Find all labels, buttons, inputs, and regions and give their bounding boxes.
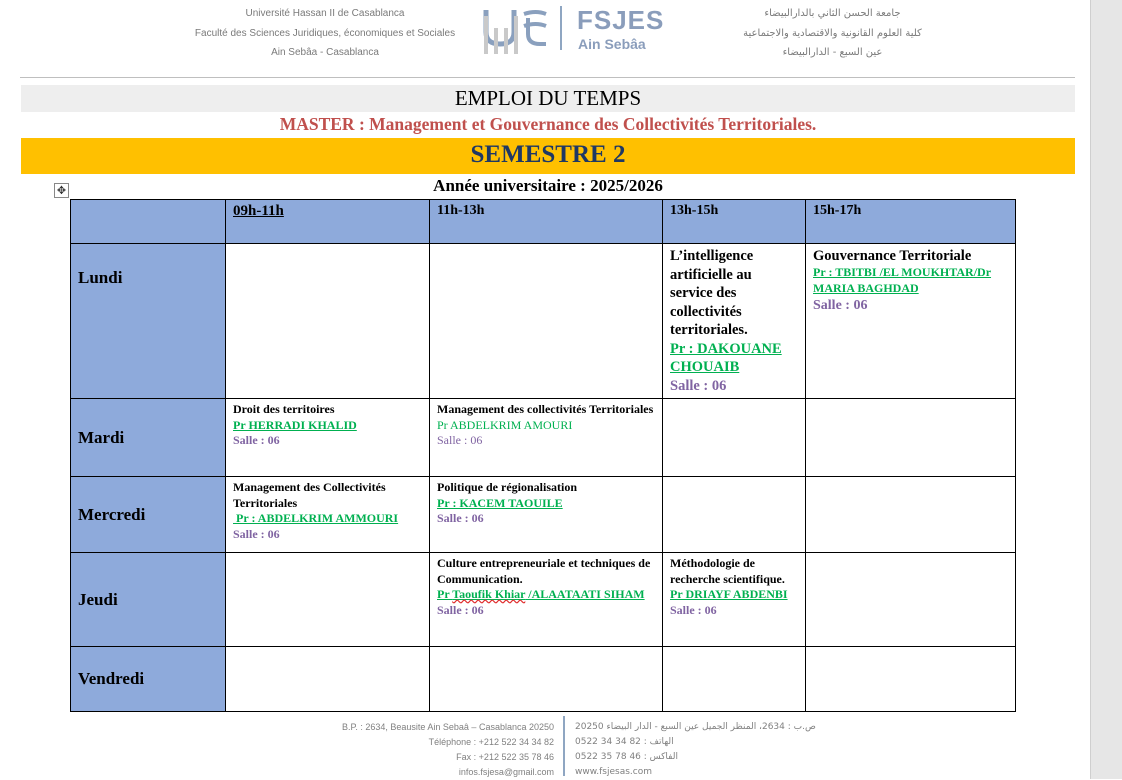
master-title[interactable]: MASTER : Management et Gouvernance des Collectivités Territoriales. — [279, 114, 817, 134]
empty-slot-cell[interactable] — [806, 477, 1016, 553]
professor-name: Pr : ABDELKRIM AMMOURI — [233, 511, 399, 525]
footer-contact-arabic — [575, 720, 835, 780]
empty-slot-cell[interactable] — [663, 477, 806, 553]
course-cell[interactable] — [226, 477, 430, 553]
course-title: Management des Collectivités Territoriales — [233, 480, 386, 510]
university-name-arabic — [715, 4, 950, 63]
empty-slot-cell[interactable] — [806, 647, 1016, 712]
course-title: Méthodologie de recherche scientifique. — [670, 556, 785, 586]
day-label[interactable]: Mercredi — [71, 477, 226, 553]
spellcheck-flagged-name: Taoufik Khiar — [452, 587, 526, 601]
professor-prefix: Pr — [437, 587, 453, 601]
time-header-row — [71, 200, 1016, 244]
professor-name: Pr DRIAYF ABDENBI — [670, 587, 788, 601]
table-move-handle-icon[interactable]: ✥ — [54, 183, 69, 198]
logo-separator — [560, 6, 562, 50]
professor-name: Pr : DAKOUANE CHOUAIB — [670, 340, 782, 375]
footer-right-line: www.fsjesas.com — [575, 767, 652, 777]
footer-left-line: B.P. : 2634, Beausite Ain Sebaâ – Casablanca 20250 — [342, 722, 554, 732]
footer-right-line: الهاتف : 82 34 34 0522 — [575, 737, 674, 747]
course-title: Management des collectivités Territoriales — [437, 402, 654, 416]
logo-name: FSJES — [577, 5, 665, 35]
footer-left-line: infos.fsjesa@gmail.com — [458, 767, 554, 777]
room-label: Salle : 06 — [437, 511, 484, 525]
professor-name: Pr HERRADI KHALID — [233, 417, 357, 432]
academic-year[interactable]: Année universitaire : 2025/2026 — [433, 176, 663, 195]
corner-cell[interactable] — [71, 200, 226, 244]
course-title: Culture entrepreneuriale et techniques de Communication. — [437, 556, 651, 586]
university-name-french — [190, 4, 460, 63]
room-label: Salle : 06 — [670, 602, 717, 617]
course-title: Droit des territoires — [233, 402, 335, 416]
room-label: Salle : 06 — [813, 298, 868, 313]
room-label: Salle : 06 — [437, 433, 483, 447]
header-left-line: Université Hassan II de Casablanca — [245, 8, 405, 19]
day-row-mercredi — [71, 477, 1016, 553]
footer-right-line: الفاكس : 46 78 35 0522 — [575, 752, 678, 762]
timetable — [70, 199, 1016, 712]
time-slot-header[interactable]: 09h-11h — [226, 200, 430, 244]
empty-slot-cell[interactable] — [226, 553, 430, 647]
empty-slot-cell[interactable] — [663, 399, 806, 477]
room-label: Salle : 06 — [233, 433, 280, 447]
professor-name: Pr ABDELKRIM AMOURI — [437, 417, 573, 432]
footer-left-line: Téléphone : +212 522 34 34 82 — [428, 737, 554, 747]
course-cell[interactable] — [430, 553, 663, 647]
course-cell[interactable] — [226, 399, 430, 477]
empty-slot-cell[interactable] — [226, 647, 430, 712]
time-slot-header[interactable]: 15h-17h — [806, 200, 1016, 244]
time-slot-header[interactable]: 11h-13h — [430, 200, 663, 244]
day-label[interactable]: Vendredi — [71, 647, 226, 712]
header-right-line: كلية العلوم القانونية والاقتصادية والاجتماعية — [743, 27, 922, 39]
fsjes-logo-icon — [480, 4, 550, 54]
professor-name: Pr : KACEM TAOUILE — [437, 495, 563, 510]
semester-title[interactable]: SEMESTRE 2 — [21, 138, 1075, 174]
professor-name: Pr : TBITBI /EL MOUKHTAR/Dr MARIA BAGHDAD — [813, 265, 992, 295]
course-cell[interactable] — [430, 399, 663, 477]
day-label[interactable]: Jeudi — [71, 553, 226, 647]
course-cell[interactable] — [430, 477, 663, 553]
day-row-mardi — [71, 399, 1016, 477]
course-cell[interactable] — [663, 553, 806, 647]
empty-slot-cell[interactable] — [226, 244, 430, 399]
empty-slot-cell[interactable] — [806, 399, 1016, 477]
room-label: Salle : 06 — [233, 526, 280, 541]
course-cell[interactable] — [663, 244, 806, 399]
day-row-jeudi — [71, 553, 1016, 647]
course-title: Politique de régionalisation — [437, 480, 578, 494]
footer-separator — [563, 716, 565, 776]
editor-right-margin — [1090, 0, 1122, 779]
room-label: Salle : 06 — [437, 602, 484, 617]
day-row-lundi — [71, 244, 1016, 399]
day-row-vendredi — [71, 647, 1016, 712]
header-right-line: عين السبع - الدارالبيضاء — [782, 47, 883, 58]
logo-subtitle: Ain Sebâa — [578, 36, 646, 52]
professor-suffix: /ALAATAATI SIHAM — [525, 587, 645, 601]
course-cell[interactable] — [806, 244, 1016, 399]
header-rule — [20, 77, 1075, 78]
header-right-line: جامعة الحسن الثاني بالدارالبيضاء — [764, 8, 901, 19]
course-title: Gouvernance Territoriale — [813, 248, 972, 264]
footer-right-line: ص.ب : 2634، المنظر الجميل عين السبع - الدار البيضاء 20250 — [575, 722, 816, 732]
empty-slot-cell[interactable] — [430, 647, 663, 712]
course-title: L’intelligence artificielle au service des collectivités territoriales. — [670, 248, 754, 338]
professor-name — [437, 587, 655, 603]
footer-contact-french — [300, 720, 554, 780]
time-slot-header[interactable]: 13h-15h — [663, 200, 806, 244]
room-label: Salle : 06 — [670, 377, 727, 394]
header-left-line: Faculté des Sciences Juridiques, économiques et Sociales — [194, 27, 456, 39]
document-title[interactable]: EMPLOI DU TEMPS — [21, 85, 1075, 112]
empty-slot-cell[interactable] — [663, 647, 806, 712]
day-label[interactable]: Lundi — [71, 244, 226, 399]
day-label[interactable]: Mardi — [71, 399, 226, 477]
empty-slot-cell[interactable] — [430, 244, 663, 399]
footer-left-line: Fax : +212 522 35 78 46 — [456, 752, 554, 762]
empty-slot-cell[interactable] — [806, 553, 1016, 647]
header-left-line: Ain Sebâa - Casablanca — [271, 47, 379, 58]
